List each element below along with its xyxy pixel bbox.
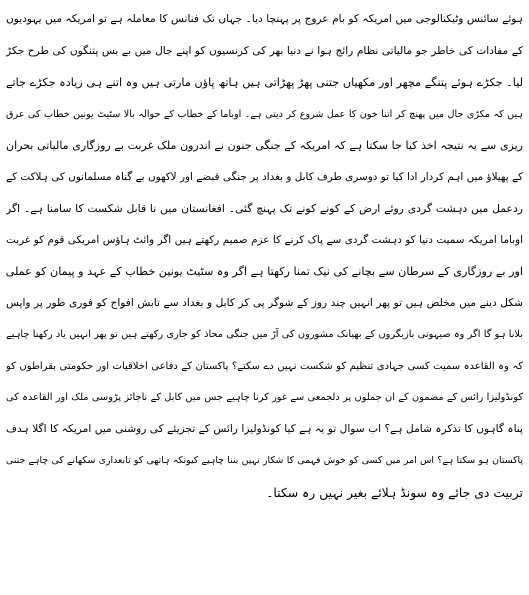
text-line: ہیں کہ مکڑی جال میں پھنچ کر اتنا خون کا عمل شروع کر دیتی ہے۔ اوباما کے خطاب کے حوالہ بالا سٹیٹ یونین خطاب کی عرق bbox=[6, 108, 523, 120]
text-line: ہوئے سائنس وٹیکنالوجی میں امریکہ کو بام عروج پر پہنچا دیا۔ جہاں تک فنانس کا معاملہ ہے تو امریکہ میں یہودیوں bbox=[6, 13, 523, 25]
text-line: کے مفادات کی خاطر جو مالیاتی نظام رائج ہوا نے دنیا بھر کی کرنسیوں کو اپنے جال میں بے بس پتنگوں کی طرح جکڑ bbox=[6, 44, 523, 57]
text-line: ریزی سے یہ نتیجہ اخذ کیا جا سکتا ہے کہ امریکہ کے جنگی جنون نے اندرون ملک غربت بے روزگاری مالیاتی بحران bbox=[6, 139, 523, 152]
text-line: پناہ گاہوں کا تذکرہ شامل ہے؟ اب سوال تو یہ ہے کیا کونڈولیزا رائس کے تجزیئے کی روشنی میں امریکہ کا اگلا ہدف bbox=[6, 422, 523, 435]
text-line: لیا۔ جکڑے ہوئے پتنگے مچھر اور مکھیاں جتنی پھڑ پھڑاتی ہیں ہاتھ پاؤں مارتی ہیں وہ اتنے ہی زیادہ جکڑے جاتے bbox=[6, 76, 523, 89]
text-line: اوباما امریکہ سمیت دنیا کو دہشت گردی سے پاک کرنے کا عزم صمیم رکھتے ہیں اگر وائٹ ہاؤس امریکی قوم کو غربت bbox=[6, 233, 523, 246]
text-line: کونڈولیزا رائس کے مضمون کے ان جملوں پر دلجمعی سے غور کرنا چاہیے جس میں کابل کے ناجائز پڑوسی ملک اور القاعدہ کی bbox=[6, 392, 523, 403]
text-line: کے پھیلاؤ میں اہم کردار ادا کیا تو دوسری طرف کابل و بغداد پر جنگی قبضے اور لاکھوں بے گناہ مسلمانوں کی ہلاکت کے bbox=[6, 170, 523, 183]
text-line: اور بے روزگاری کے سرطان سے بچانے کی نیک تمنا رکھتا ہے اگر وہ سٹیٹ یونین خطاب کے عہد و پیمان کو عملی bbox=[6, 265, 523, 278]
text-line: کہ وہ القاعدہ سمیت کسی جہادی تنظیم کو شکست نہیں دے سکتے؟ پاکستان کے دفاعی اخلاقیات اور حکومتی بقراطوں کو bbox=[6, 360, 523, 372]
text-line: شکل دینے میں مخلص ہیں تو پھر انہیں چند روز کے شوگر پی کر کابل و بغداد سے تابش افواج کو فوری طور پر واپس bbox=[6, 296, 523, 309]
text-line: پاکستان ہو سکتا ہے؟ اس امر میں کسی کو خوش فہمی کا شکار نہیں بننا چاہیے کیونکہ ہاتھی کو تابعداری سکھانے کی چاہے جتنی bbox=[6, 455, 523, 466]
text-line: ردعمل میں دہشت گردی روئے ارض کے کونے کونے تک پہنچ گئی۔ افغانستان میں نا قابل شکست کا سامنا ہے۔ اگر bbox=[6, 202, 523, 215]
text-line: بلانا ہو گا اگر وہ صیہونی بازیگروں کے بھیانک مشوروں کی آڑ میں جنگی محاذ کو جاری رکھتے ہیں تو پھر انہیں یاد رکھنا چاہیے bbox=[6, 329, 523, 340]
text-line-final: تربیت دی جائے وہ سونڈ ہلائے بغیر نہیں رہ سکتا۔ bbox=[266, 484, 523, 500]
